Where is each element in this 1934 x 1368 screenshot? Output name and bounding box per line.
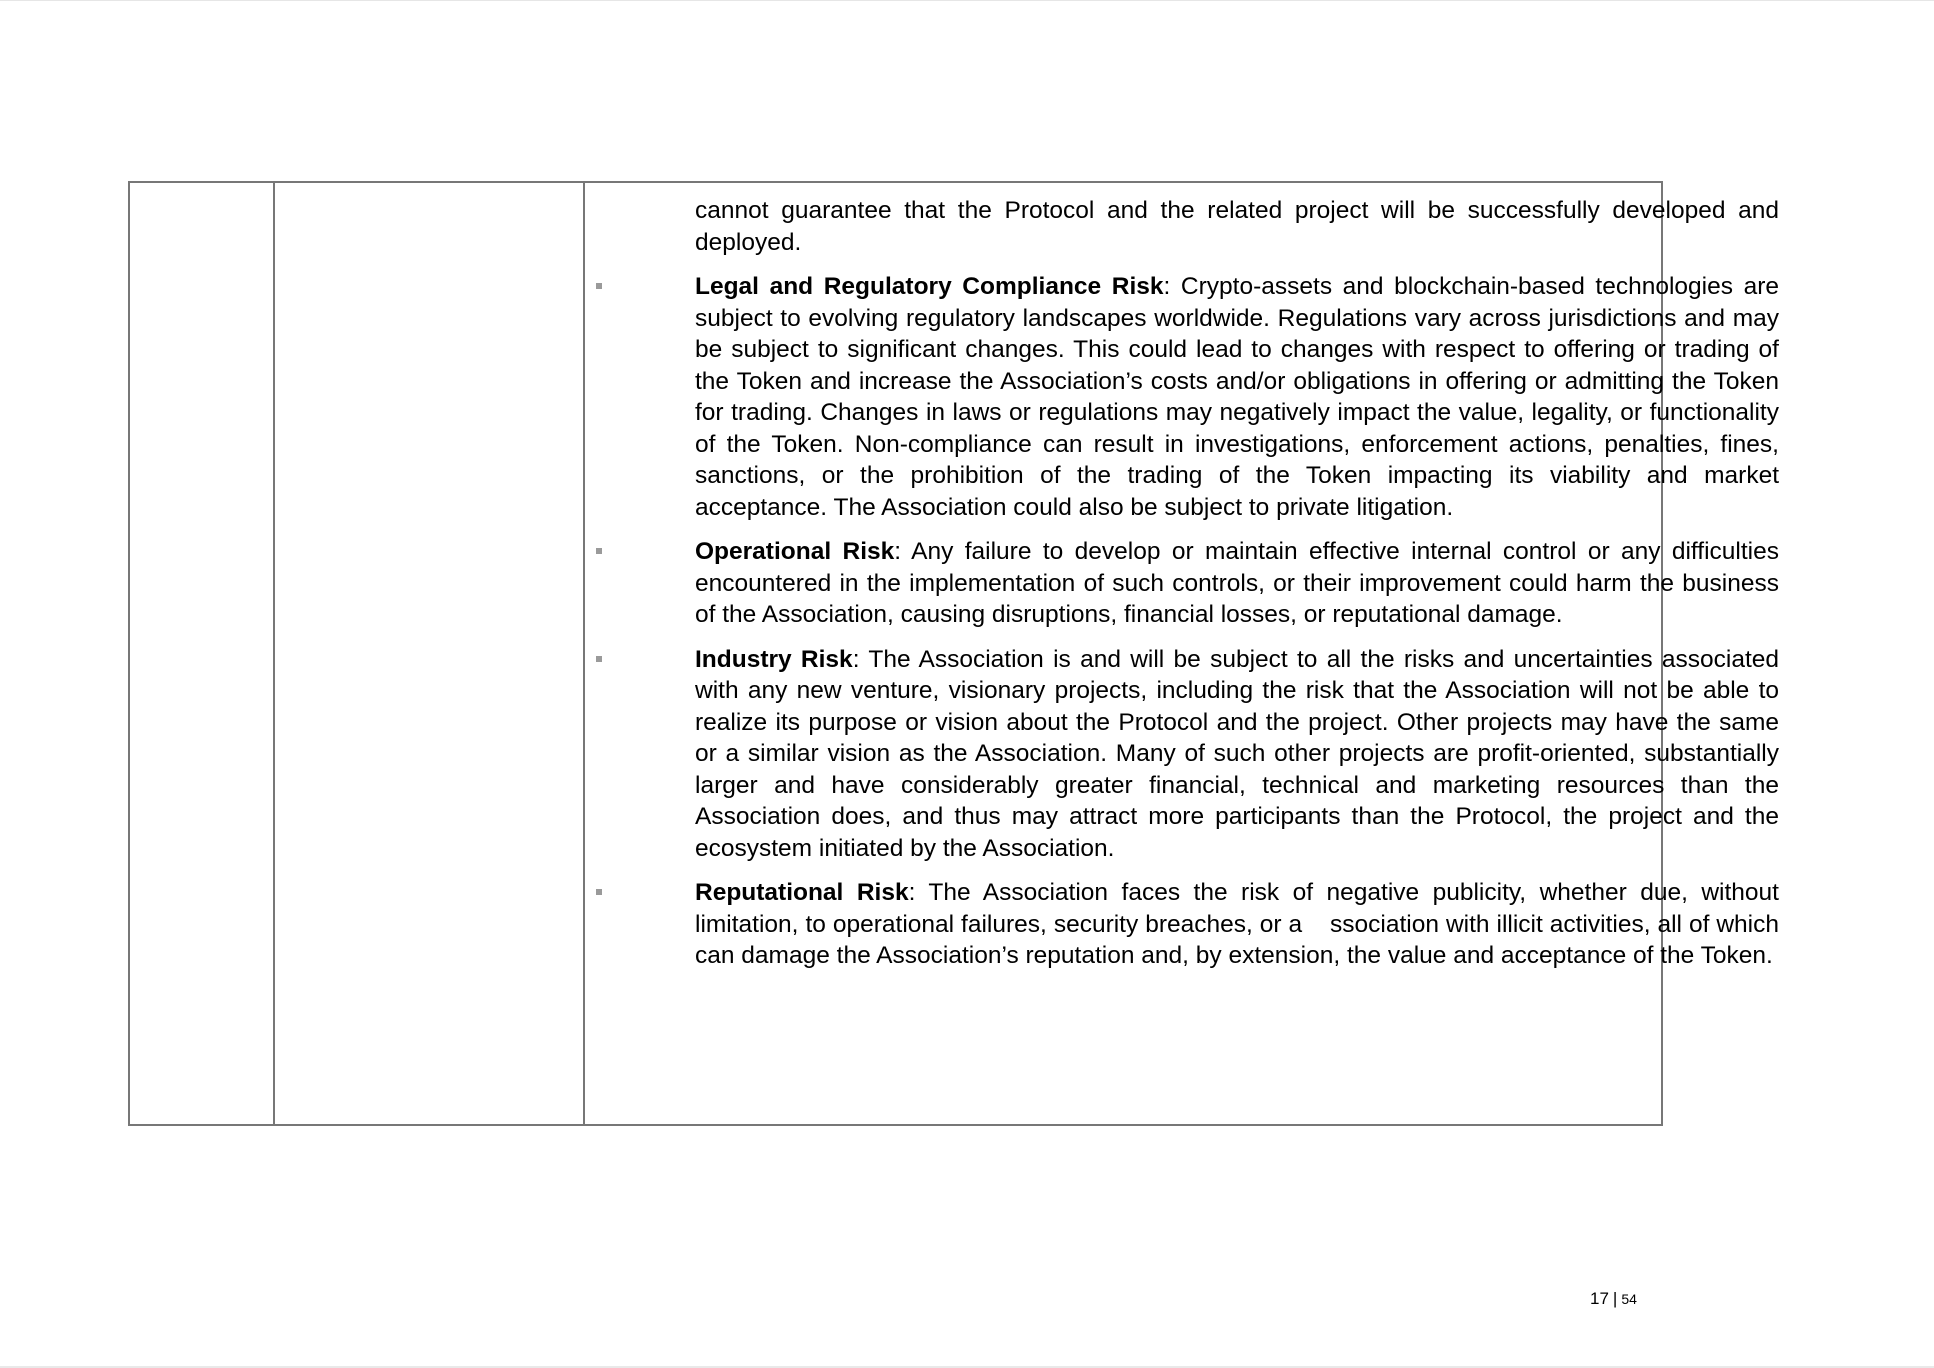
square-bullet-icon xyxy=(596,889,602,895)
risk-paragraph xyxy=(695,644,1779,865)
risk-paragraph xyxy=(695,536,1779,631)
risk-paragraph xyxy=(695,271,1779,523)
risk-item-operational xyxy=(695,536,1779,631)
risk-title: Industry Risk xyxy=(695,645,853,673)
square-bullet-icon xyxy=(596,656,602,662)
page-number xyxy=(1590,1287,1637,1311)
risk-item-legal xyxy=(695,271,1779,523)
risk-paragraph xyxy=(695,877,1786,972)
table-column-divider-1 xyxy=(273,183,275,1124)
risk-title: Legal and Regulatory Compliance Risk xyxy=(695,273,1164,300)
risk-description: : The Association faces the risk of negative publicity, whether due, without limitation, to operational failures, security breaches, or a ssociation with illicit activities, all of which can damage the Association’s reputation and, by extension, the value and acceptance of the Token. xyxy=(695,879,1786,969)
risk-item-industry xyxy=(695,644,1779,865)
page-number-current: 17 xyxy=(1590,1289,1609,1308)
square-bullet-icon xyxy=(596,283,602,289)
risk-content-cell xyxy=(695,195,1786,985)
risk-description: : Crypto-assets and blockchain-based technologies are subject to evolving regulatory landscapes worldwide. Regulations vary across jurisdictions and may be subject to significant changes. This could lead to changes with respect to offering or trading of the Token and increase the Association’s costs and/or obligations in offering or admitting the Token for trading. Changes in laws or regulations may negatively impact the value, legality, or functionality of the Token. Non-compliance can result in investigations, enforcement actions, penalties, fines, sanctions, or the prohibition of the trading of the Token impacting its viability and market acceptance. The Association could also be subject to private litigation. xyxy=(695,273,1779,521)
risk-title: Operational Risk xyxy=(695,538,895,565)
risk-description: : The Association is and will be subject to all the risks and uncertainties associated with any new venture, visionary projects, including the risk that the Association will not be able to realize its purpose or vision about the Protocol and the project. Other projects may have the same or a similar vision as the Association. Many of such other projects are profit-oriented, substantially larger and have considerably greater financial, technical and marketing resources than the Association does, and thus may attract more participants than the Protocol, the project and the ecosystem initiated by the Association. xyxy=(695,645,1779,862)
risk-table xyxy=(128,181,1786,1126)
page-top-edge xyxy=(0,0,1934,1)
page-number-separator: | xyxy=(1612,1289,1618,1308)
risk-item-reputational xyxy=(695,877,1786,972)
page-number-total: 54 xyxy=(1621,1291,1637,1307)
risk-title: Reputational Risk xyxy=(695,879,909,906)
table-column-divider-2 xyxy=(583,183,585,1124)
risk-description: : Any failure to develop or maintain effective internal control or any difficulties encountered in the implementation of such controls, or their improvement could harm the business of the Association, causing disruptions, financial losses, or reputational damage. xyxy=(695,538,1779,628)
intro-paragraph: cannot guarantee that the Protocol and the related project will be successfully developed and deployed. xyxy=(695,197,1779,256)
square-bullet-icon xyxy=(596,548,602,554)
